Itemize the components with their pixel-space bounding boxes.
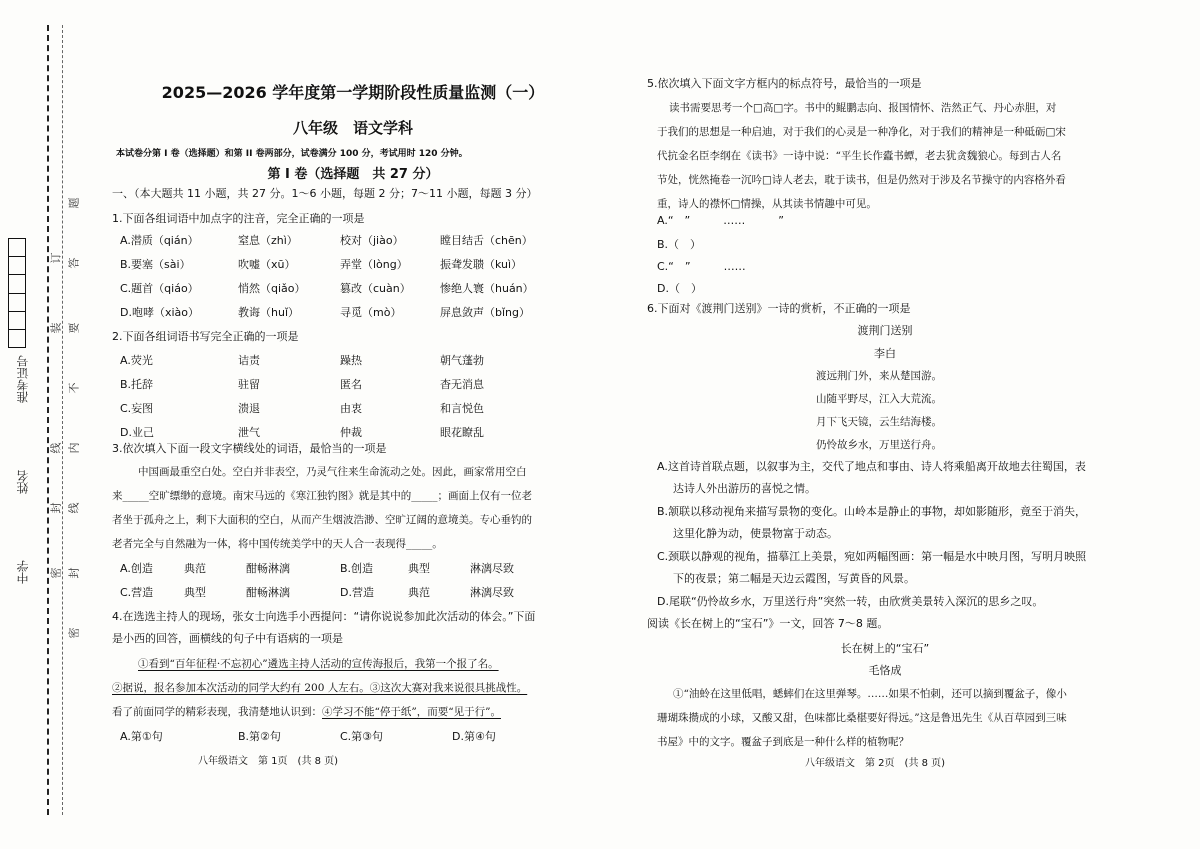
q5-passage-line: 节处，恍然掩卷一沉吟□诗人老去，耽于读书，但是仍然对于涉及名节操守的内容格外看 — [657, 174, 1066, 186]
section-intro: 一、（本大题共 11 小题，共 27 分。1～6 小题，每题 2 分；7～11 小题，每题 3 分） — [112, 187, 538, 200]
q5-passage-line: 代抗金名臣李纲在《读书》一诗中说：“平生长作蠹书蟫，老去犹贪魏狼心。每到古人名 — [657, 150, 1062, 162]
q6-stem: 6.下面对《渡荆门送别》一诗的赏析，不正确的一项是 — [647, 302, 911, 315]
q4-stem: 是小西的回答，画横线的句子中有语病的一项是 — [112, 632, 343, 645]
q3-passage-line: 中国画最重空白处。空白并非表空，乃灵气往来生命流动之处。因此，画家常用空白 — [138, 466, 527, 478]
poem-title: 渡荆门送别 — [857, 324, 913, 337]
q4-option-d: D.第④句 — [452, 730, 496, 743]
q3-passage-line: 来_____空旷缥缈的意境。南宋马远的《寒江独钓图》就是其中的_____；画面上仅有一位老 — [112, 490, 532, 502]
q3-passage-line: 老者完全与自然融为一体，将中国传统美学中的天人合一表现得_____。 — [112, 538, 443, 550]
q1-option: 悄然（qiǎo） — [238, 282, 306, 295]
q5-option-a: A.“ ” …… ” — [657, 214, 784, 227]
q4-option-b: B.第②句 — [238, 730, 281, 743]
q3-option: 淋漓尽致 — [470, 562, 514, 575]
article-paragraph-line: 珊瑚珠攒成的小球，又酸又甜，色味都比桑椹要好得远。”这是鲁迅先生《从百草园到三味 — [657, 712, 1067, 724]
seal-char: 答 — [67, 257, 81, 269]
q2-option: 眼花瞭乱 — [440, 426, 484, 439]
q4-sentence-4: ④学习不能“停于纸”，而要“见于行”。 — [322, 706, 501, 718]
q3-option: C.营造 — [120, 586, 154, 599]
q2-option: 驻留 — [238, 378, 260, 391]
q1-option: 窒息（zhì） — [238, 234, 298, 247]
q3-option: 典范 — [408, 586, 430, 599]
q2-option: 溃退 — [238, 402, 260, 415]
q1-option: 弄堂（lòng） — [340, 258, 408, 271]
q2-option: 仲裁 — [340, 426, 362, 439]
article-paragraph-line: 书屋》中的文字。覆盆子到底是一种什么样的植物呢？ — [657, 736, 909, 748]
school-label: 中学 — [16, 560, 30, 584]
binding-strip — [0, 0, 100, 849]
q1-option: 篡改（cuàn） — [340, 282, 411, 295]
q2-option: 杳无消息 — [440, 378, 484, 391]
q3-option: 酣畅淋漓 — [246, 586, 290, 599]
q1-option: 吹嘘（xū） — [238, 258, 296, 271]
binding-dashed-line — [47, 25, 49, 815]
q2-option: 匿名 — [340, 378, 362, 391]
poem-line: 月下飞天镜，云生结海楼。 — [816, 416, 942, 428]
q6-option-b-cont: 这里化静为动，使景物富于动态。 — [673, 527, 838, 540]
q6-option-a-cont: 达诗人外出游历的喜悦之情。 — [673, 482, 816, 495]
seal-word: 线 — [49, 442, 63, 454]
q6-option-b: B.颔联以移动视角来描写景物的变化。山岭本是静止的事物，却如影随形，竟至于消失， — [657, 505, 1087, 518]
reading-intro: 阅读《长在树上的“宝石”》一文，回答 7～8 题。 — [647, 617, 889, 630]
exam-title: 2025—2026 学年度第一学期阶段性质量监测（一） — [161, 83, 545, 102]
q1-stem: 1.下面各组词语中加点字的注音，完全正确的一项是 — [112, 212, 365, 225]
q1-option: 屏息敛声（bǐng） — [440, 306, 530, 319]
seal-word: 装 — [49, 322, 63, 334]
poem-line: 渡远荆门外，来从楚国游。 — [816, 370, 942, 382]
q5-option-d: D.（ ） — [657, 282, 702, 295]
seal-char: 要 — [67, 322, 81, 334]
q5-stem: 5.依次填入下面文字方框内的标点符号，最恰当的一项是 — [647, 77, 922, 90]
q6-option-d: D.尾联“仍怜故乡水，万里送行舟”突然一转，由欣赏美景转入深沉的思乡之叹。 — [657, 595, 1044, 608]
seal-word: 订 — [49, 252, 63, 264]
q2-stem: 2.下面各组词语书写完全正确的一项是 — [112, 330, 299, 343]
q5-option-c: C.“ ” …… — [657, 260, 746, 273]
subject-title: 八年级 语文学科 — [292, 119, 413, 137]
q6-option-c: C.颈联以静观的视角，描摹江上美景，宛如两幅图画：第一幅是水中映月图，写明月映照 — [657, 550, 1087, 563]
seal-char: 封 — [67, 567, 81, 579]
q1-option: C.题首（qiáo） — [120, 282, 199, 295]
seal-char: 不 — [67, 382, 81, 394]
q2-option: 由衷 — [340, 402, 362, 415]
q1-option: 教诲（huǐ） — [238, 306, 299, 319]
q4-sentence-1: ①看到“百年征程·不忘初心”遴选主持人活动的宣传海报后，我第一个报了名。 — [138, 658, 499, 670]
q4-option-c: C.第③句 — [340, 730, 384, 743]
q2-option: B.托辞 — [120, 378, 154, 391]
q2-option: 躁热 — [340, 354, 362, 367]
q3-option: A.创造 — [120, 562, 153, 575]
page-2-footer: 八年级语文 第 2页 (共 8 页) — [805, 758, 946, 769]
q1-option: 寻觅（mò） — [340, 306, 402, 319]
q5-option-b: B.（ ） — [657, 238, 702, 251]
q1-option: B.要塞（sài） — [120, 258, 191, 271]
q2-option: 和言悦色 — [440, 402, 484, 415]
q3-stem: 3.依次填入下面一段文字横线处的词语，最恰当的一项是 — [112, 442, 387, 455]
q1-option: A.潜质（qián） — [120, 234, 199, 247]
seal-char: 内 — [67, 442, 81, 454]
q3-option: 淋漓尽致 — [470, 586, 514, 599]
q3-option: 典型 — [184, 586, 206, 599]
poem-line: 仍怜故乡水，万里送行舟。 — [816, 439, 942, 451]
q4-option-a: A.第①句 — [120, 730, 163, 743]
article-author: 毛恪成 — [868, 664, 902, 677]
q2-option: C.妄图 — [120, 402, 154, 415]
q5-passage-line: 读书需要思考一个□高□字。书中的鲲鹏志向、报国情怀、浩然正气、丹心赤胆，对 — [669, 102, 1057, 114]
q4-sentence-2-3: ②据说，报名参加本次活动的同学大约有 200 人左右。③这次大赛对我来说很具挑战性。 — [112, 682, 528, 694]
q1-option: 校对（jiào） — [340, 234, 404, 247]
q5-passage-line: 于我们的思想是一种启迪，对于我们的心灵是一种净化，对于我们的精神是一种砥砺□宋 — [657, 126, 1066, 138]
q2-option: 诘责 — [238, 354, 260, 367]
exam-instructions: 本试卷分第 I 卷（选择题）和第 II 卷两部分，试卷满分 100 分，考试用时 120 分钟。 — [116, 149, 468, 159]
seal-char: 线 — [67, 502, 81, 514]
article-title: 长在树上的“宝石” — [840, 642, 930, 655]
q3-option: 酣畅淋漓 — [246, 562, 290, 575]
q2-option: A.荧光 — [120, 354, 153, 367]
q4-stem: 4.在选选主持人的现场，张女士向选手小西提问：“请你说说参加此次活动的体会。”下面 — [112, 610, 536, 623]
article-paragraph-line: ①“油蛉在这里低唱，蟋蟀们在这里弹琴。……如果不怕刺，还可以摘到覆盆子，像小 — [673, 688, 1067, 700]
q3-passage-line: 者坐于孤舟之上，剩下大面积的空白，从而产生烟波浩渺、空旷辽阔的意境美。专心垂钓的 — [112, 514, 532, 526]
q5-passage-line: 重，诗人的襟怀□情操，从其读书情趣中可见。 — [657, 198, 877, 210]
q1-option: D.咆哮（xiào） — [120, 306, 200, 319]
poem-author: 李白 — [874, 347, 896, 360]
id-number-boxes[interactable] — [8, 238, 26, 348]
id-label: 准考证号 — [16, 355, 30, 403]
section-title: 第 I 卷（选择题 共 27 分） — [267, 167, 439, 182]
page-1-footer: 八年级语文 第 1页 (共 8 页) — [198, 756, 339, 767]
q3-option: 典范 — [184, 562, 206, 575]
q4-lead-in: 看了前面同学的精彩表现，我清楚地认识到： — [112, 706, 322, 718]
q4-sentence-4-line — [112, 704, 501, 719]
seal-word: 密 — [49, 567, 63, 579]
seal-char: 题 — [67, 197, 81, 209]
name-label: 姓名 — [16, 470, 30, 494]
q2-option: 朝气蓬勃 — [440, 354, 484, 367]
q2-option: 泄气 — [238, 426, 260, 439]
q3-option: 典型 — [408, 562, 430, 575]
binding-inner-line — [62, 25, 63, 815]
seal-char: 密 — [67, 627, 81, 639]
seal-word: 封 — [49, 502, 63, 514]
q3-option: B.创造 — [340, 562, 374, 575]
q3-option: D.营造 — [340, 586, 374, 599]
q6-option-c-cont: 下的夜景；第二幅是天边云霞图，写黄昏的风景。 — [673, 572, 915, 585]
q1-option: 惨绝人寰（huán） — [440, 282, 534, 295]
q6-option-a: A.这首诗首联点题，以叙事为主，交代了地点和事由、诗人将乘船离开故地去往蜀国，表 — [657, 460, 1086, 473]
q2-option: D.业己 — [120, 426, 154, 439]
q1-option: 瞠目结舌（chēn） — [440, 234, 533, 247]
poem-line: 山随平野尽，江入大荒流。 — [816, 393, 942, 405]
q1-option: 振聋发聩（kuì） — [440, 258, 523, 271]
